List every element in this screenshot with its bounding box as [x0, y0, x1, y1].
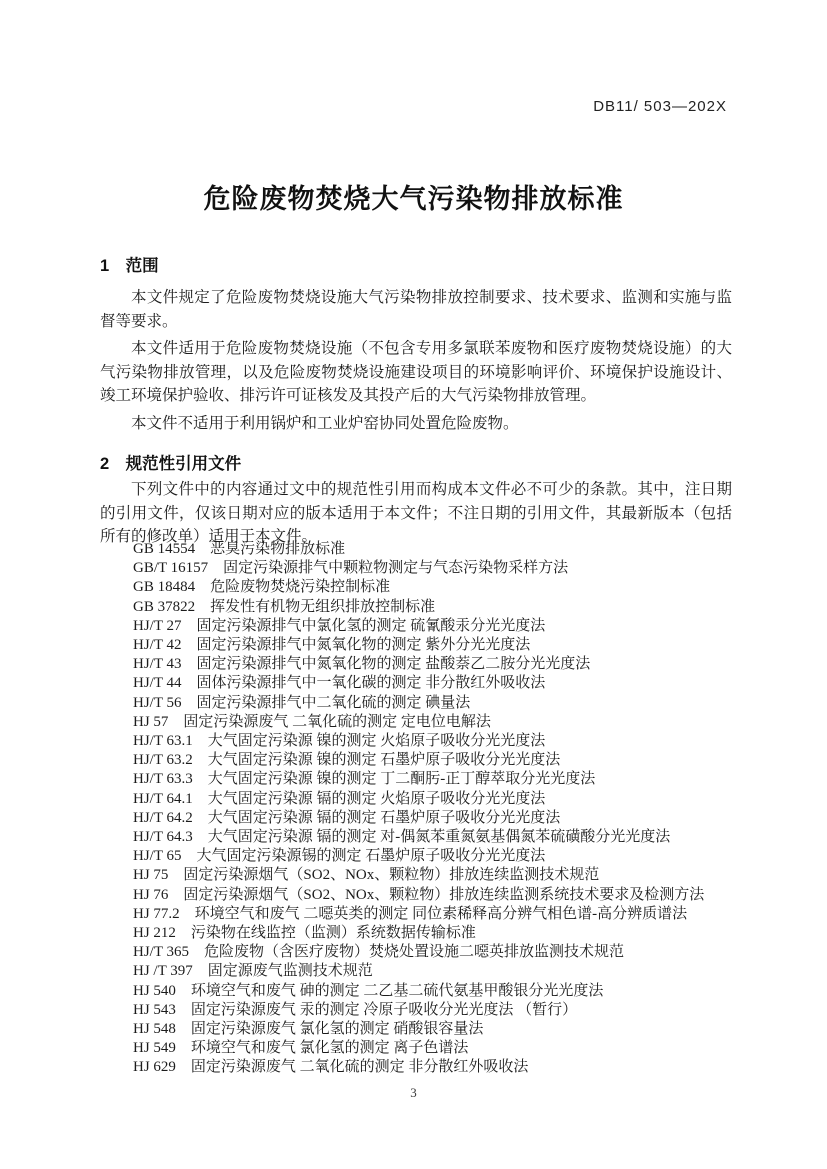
- reference-item: HJ/T 63.2 大气固定污染源 镍的测定 石墨炉原子吸收分光光度法: [133, 752, 561, 769]
- reference-item: HJ/T 65 大气固定污染源锡的测定 石墨炉原子吸收分光光度法: [133, 848, 546, 865]
- reference-item: HJ 57 固定污染源废气 二氧化硫的测定 定电位电解法: [133, 713, 491, 730]
- scope-paragraph-3: 本文件不适用于利用锅炉和工业炉窑协同处置危险废物。: [131, 414, 519, 432]
- reference-item: HJ/T 43 固定污染源排气中氮氧化物的测定 盐酸萘乙二胺分光光度法: [133, 656, 591, 673]
- reference-item: HJ/T 64.1 大气固定污染源 镉的测定 火焰原子吸收分光光度法: [133, 790, 546, 807]
- reference-item: HJ/T 42 固定污染源排气中氮氧化物的测定 紫外分光光度法: [133, 637, 531, 654]
- reference-item: HJ/T 56 固定污染源排气中二氧化硫的测定 碘量法: [133, 694, 471, 711]
- reference-item: HJ 548 固定污染源废气 氯化氢的测定 硝酸银容量法: [133, 1021, 484, 1038]
- reference-item: HJ 212 污染物在线监控（监测）系统数据传输标准: [133, 925, 476, 942]
- reference-item: HJ/T 365 危险废物（含医疗废物）焚烧处置设施二噁英排放监测技术规范: [133, 944, 624, 961]
- reference-item: HJ/T 64.2 大气固定污染源 镉的测定 石墨炉原子吸收分光光度法: [133, 809, 561, 826]
- section-1-scope-heading: 1 范围: [100, 257, 159, 275]
- reference-item: HJ 75 固定污染源烟气（SO2、NOx、颗粒物）排放连续监测技术规范: [133, 867, 600, 884]
- reference-item: HJ 629 固定污染源废气 二氧化硫的测定 非分散红外吸收法: [133, 1059, 529, 1076]
- scope-paragraph-2: 本文件适用于危险废物焚烧设施（不包含专用多氯联苯废物和医疗废物焚烧设施）的大气污染物排放管理，以及危险废物焚烧设施建设项目的环境影响评价、环境保护设施设计、竣工环境保护验收、排污许可证核发及其投产后的大气污染物排放管理。: [100, 340, 732, 404]
- reference-item: HJ/T 63.3 大气固定污染源 镍的测定 丁二酮肟-正丁醇萃取分光光度法: [133, 771, 596, 788]
- reference-item: HJ 540 环境空气和废气 砷的测定 二乙基二硫代氨基甲酸银分光光度法: [133, 982, 604, 999]
- reference-item: HJ/T 63.1 大气固定污染源 镍的测定 火焰原子吸收分光光度法: [133, 733, 546, 750]
- reference-item: GB 18484 危险废物焚烧污染控制标准: [133, 579, 391, 596]
- scope-paragraph-1: 本文件规定了危险废物焚烧设施大气污染物排放控制要求、技术要求、监测和实施与监督等要求。: [100, 289, 732, 330]
- reference-item: GB/T 16157 固定污染源排气中颗粒物测定与气态污染物采样方法: [133, 560, 569, 577]
- reference-item: GB 37822 挥发性有机物无组织排放控制标准: [133, 598, 436, 615]
- document-standard-code: DB11/ 503—202X: [593, 98, 727, 115]
- reference-item: HJ 77.2 环境空气和废气 二噁英类的测定 同位素稀释高分辨气相色谱-高分辨质谱法: [133, 905, 688, 922]
- reference-item: GB 14554 恶臭污染物排放标准: [133, 541, 346, 557]
- document-title: 危险废物焚烧大气污染物排放标准: [203, 184, 624, 214]
- references-intro-paragraph: 下列文件中的内容通过文中的规范性引用而构成本文件必不可少的条款。其中，注日期的引用文件，仅该日期对应的版本适用于本文件；不注日期的引用文件，其最新版本（包括所有的修改单）适用于本文件。: [100, 481, 732, 545]
- reference-item: HJ/T 44 固体污染源排气中一氧化碳的测定 非分散红外吸收法: [133, 675, 546, 692]
- reference-item: HJ /T 397 固定源废气监测技术规范: [133, 963, 373, 980]
- section-1-scope-body: [100, 286, 732, 439]
- reference-item: HJ/T 64.3 大气固定污染源 镉的测定 对-偶氮苯重氮氨基偶氮苯硫磺酸分光光度法: [133, 829, 671, 846]
- reference-item: HJ 76 固定污染源烟气（SO2、NOx、颗粒物）排放连续监测系统技术要求及检测方法: [133, 886, 705, 903]
- reference-item: HJ 549 环境空气和废气 氯化氢的测定 离子色谱法: [133, 1040, 469, 1057]
- references-list: [133, 540, 738, 1078]
- reference-item: HJ/T 27 固定污染源排气中氯化氢的测定 硫氰酸汞分光光度法: [133, 617, 546, 634]
- reference-item: HJ 543 固定污染源废气 汞的测定 冷原子吸收分光光度法 （暂行）: [133, 1001, 578, 1018]
- section-2-references-heading: 2 规范性引用文件: [100, 455, 242, 473]
- page-number: 3: [410, 1085, 417, 1100]
